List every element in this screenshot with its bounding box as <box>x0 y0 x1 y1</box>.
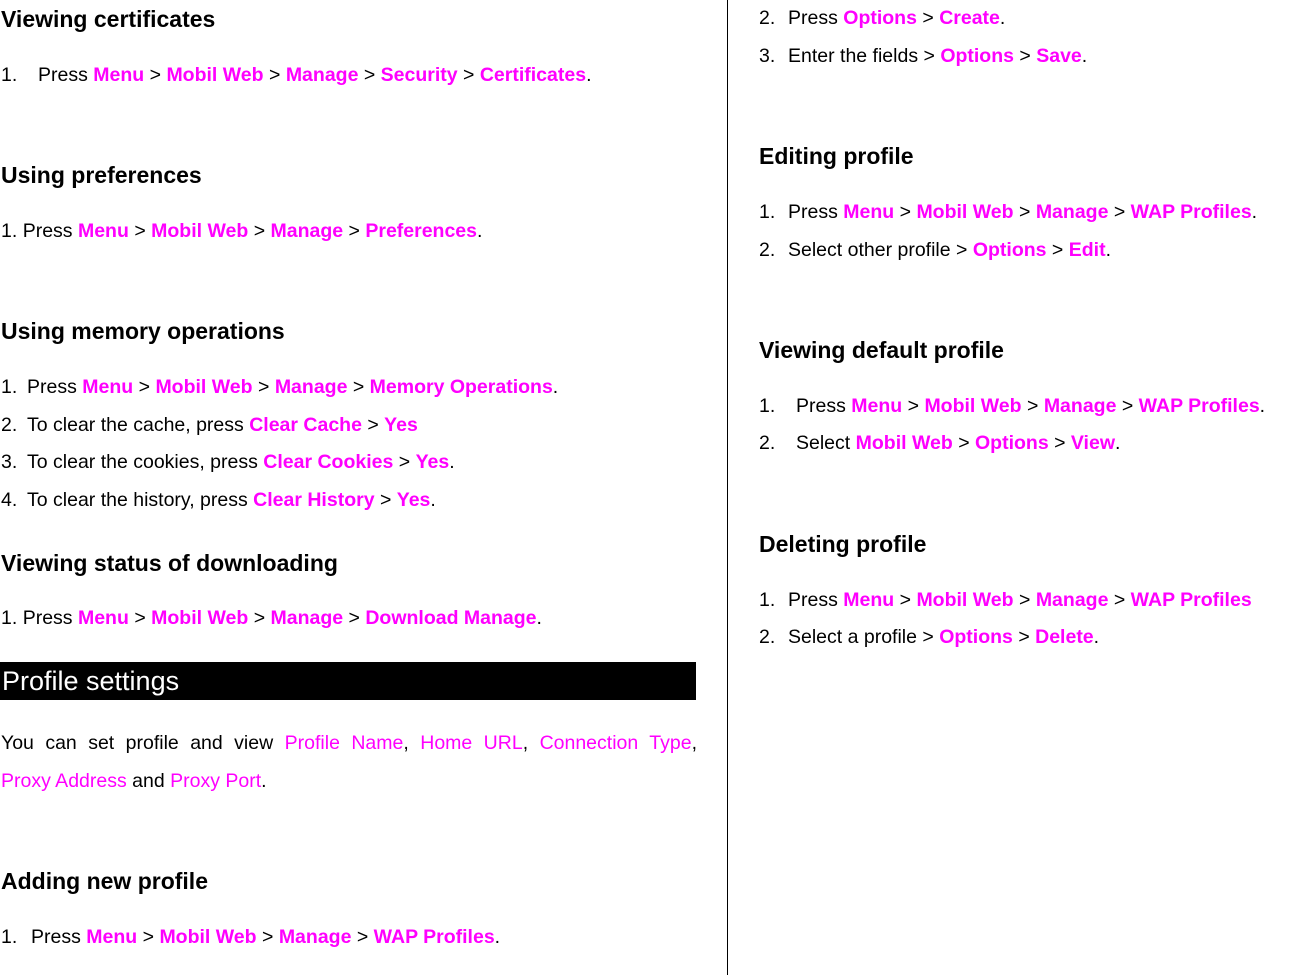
heading-using-preferences: Using preferences <box>1 162 202 188</box>
step-memory-2: 2. To clear the cache, press Clear Cache > Yes <box>1 414 418 436</box>
step-adding-1: 1. Press Menu > Mobil Web > Manage > WAP Profiles. <box>1 926 501 948</box>
step-download-1: 1. Press Menu > Mobil Web > Manage > Download Manage. <box>1 607 542 629</box>
step-memory-3: 3. To clear the cookies, press Clear Cookies > Yes. <box>1 451 455 473</box>
heading-editing-profile: Editing profile <box>759 143 914 169</box>
step-preferences-1: 1. Press Menu > Mobil Web > Manage > Preferences. <box>1 220 483 242</box>
step-editing-2: 2. Select other profile > Options > Edit. <box>759 239 1111 261</box>
step-deleting-1: 1. Press Menu > Mobil Web > Manage > WAP Profiles <box>759 589 1252 611</box>
step-adding-2: 2. Press Options > Create. <box>759 7 1006 29</box>
heading-viewing-default-profile: Viewing default profile <box>759 337 1004 363</box>
profile-intro-line-2: Proxy Address and Proxy Port. <box>1 770 267 792</box>
step-deleting-2: 2. Select a profile > Options > Delete. <box>759 626 1100 648</box>
heading-viewing-certificates: Viewing certificates <box>1 6 216 32</box>
heading-adding-profile: Adding new profile <box>1 868 208 894</box>
section-banner-profile-settings: Profile settings <box>0 662 696 700</box>
step-editing-1: 1. Press Menu > Mobil Web > Manage > WAP Profiles. <box>759 201 1258 223</box>
step-certificates-1: 1. Press Menu > Mobil Web > Manage > Security > Certificates. <box>1 64 592 86</box>
step-memory-1: 1. Press Menu > Mobil Web > Manage > Memory Operations. <box>1 376 559 398</box>
step-memory-4: 4. To clear the history, press Clear History > Yes. <box>1 489 436 511</box>
heading-downloading-status: Viewing status of downloading <box>1 550 338 576</box>
column-divider <box>727 0 728 975</box>
heading-memory-operations: Using memory operations <box>1 318 285 344</box>
step-default-1: 1. Press Menu > Mobil Web > Manage > WAP Profiles. <box>759 395 1266 417</box>
profile-intro-line-1: You can set profile and view Profile Name, Home URL, Connection Type, <box>1 732 697 754</box>
step-adding-3: 3. Enter the fields > Options > Save. <box>759 45 1088 67</box>
heading-deleting-profile: Deleting profile <box>759 531 927 557</box>
step-default-2: 2. Select Mobil Web > Options > View. <box>759 432 1121 454</box>
